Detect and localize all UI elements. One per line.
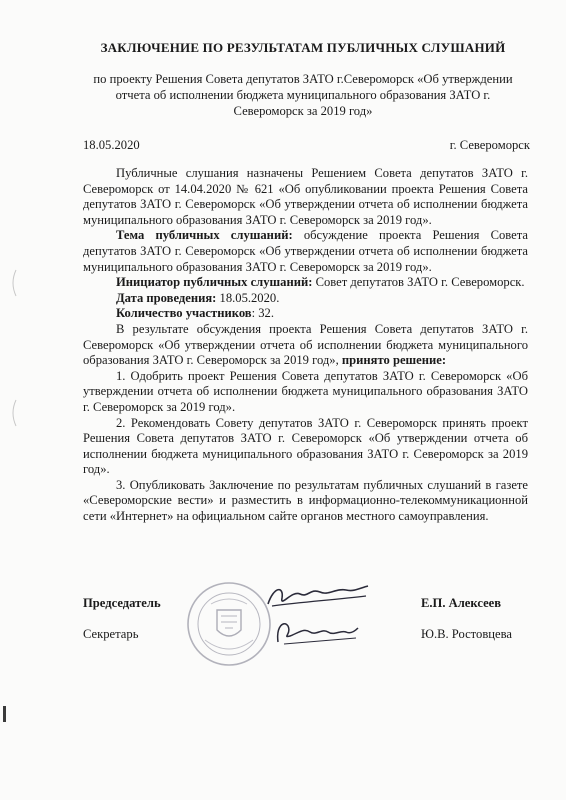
document-city: г. Североморск [449,138,530,152]
document-title: ЗАКЛЮЧЕНИЕ ПО РЕЗУЛЬТАТАМ ПУБЛИЧНЫХ СЛУШАНИЙ [100,40,506,55]
chair-signature-icon [262,580,372,614]
paragraph-appointment: Публичные слушания назначены Решением Совета депутатов ЗАТО г. Североморск от 14.04.2020 № 621 «Об опубликовании проекта Решения Совета депутатов ЗАТО г. Североморск «Об утверждении отчета об исполнении бюджета муниципального образования ЗАТО г. Североморск за 2019 год». [83,166,528,227]
document-date: 18.05.2020 [83,138,140,152]
initiator-label: Инициатор публичных слушаний: [116,275,313,290]
participants-label: Количество участников [116,306,252,321]
paragraph-result [83,322,528,369]
document-subtitle: по проекту Решения Совета депутатов ЗАТО г.Североморск «Об утверждении отчета об исполнении бюджета муниципального образования ЗАТО г. Североморск за 2019 год» [93,72,513,118]
list-item-2: 2. Рекомендовать Совету депутатов ЗАТО г. Североморск принять проект Решения Совета депутатов ЗАТО г. Североморск «Об утверждении отчета об исполнении бюджета муниципального образования ЗАТО г. Североморск за 2019 год». [83,415,528,477]
paragraph-held-date [83,291,528,307]
document-body [83,166,528,525]
held-date-label: Дата проведения: [116,290,217,305]
paragraph-participants [83,306,528,322]
paragraph-topic [83,228,528,275]
secretary-name: Ю.В. Ростовцева [421,627,512,641]
paragraph-initiator [83,275,528,291]
chair-label: Председатель [83,596,161,610]
list-item-1: 1. Одобрить проект Решения Совета депутатов ЗАТО г. Североморск «Об утверждении отчета об исполнении бюджета муниципального образования ЗАТО г. Североморск за 2019 год». [83,368,528,414]
chair-name: Е.П. Алексеев [421,596,502,610]
scan-mark-icon [2,706,8,722]
topic-text: обсуждение проекта Решения Совета депутатов ЗАТО г. Североморск «Об утверждении отчета об исполнении бюджета муниципального образования ЗАТО г. Североморск за 2019 год». [83,228,528,274]
secretary-label: Секретарь [83,627,139,641]
result-end: : [441,353,447,368]
scan-mark-icon [8,268,18,298]
list-item-3: 3. Опубликовать Заключение по результатам публичных слушаний в газете «Североморские вести» и разместить в информационно-телекоммуникационной сети «Интернет» на официальном сайте органов местного самоуправления. [83,477,528,524]
participants-text: : 32. [251,306,274,321]
result-bold: принято решение [341,353,442,368]
result-text: В результате обсуждения проекта Решения Совета депутатов ЗАТО г. Североморск «Об утверждении отчета об исполнении бюджета муниципального образования ЗАТО г. Североморск за 2019 год», [83,321,528,368]
initiator-text: Совет депутатов ЗАТО г. Североморск. [312,275,525,290]
scan-mark-icon [8,398,18,428]
topic-label: Тема публичных слушаний: [116,228,293,243]
held-date-text: 18.05.2020. [216,290,280,305]
secretary-signature-icon [270,616,360,648]
official-seal-icon [185,580,273,668]
